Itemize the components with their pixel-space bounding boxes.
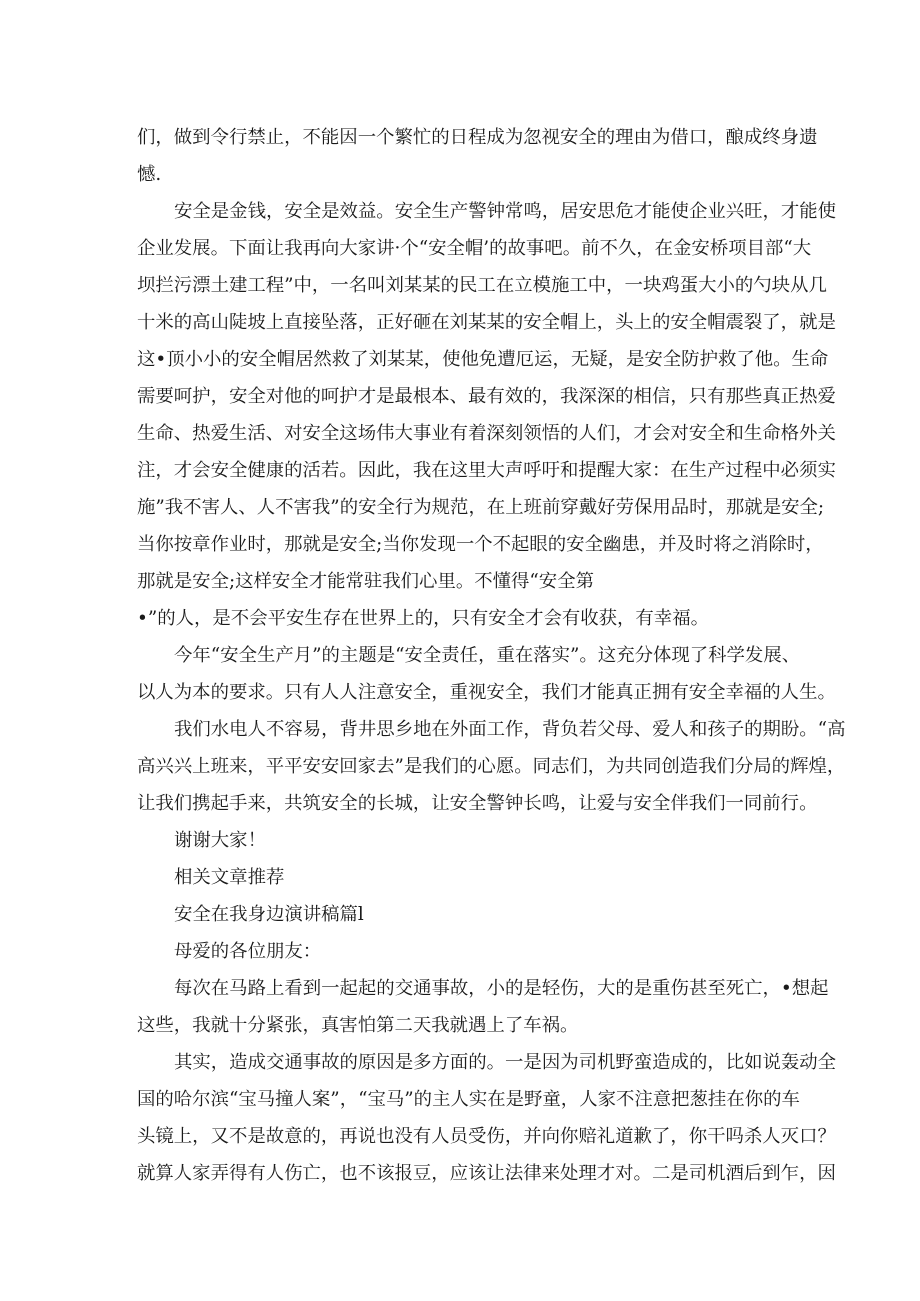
text-line: 其实，造成交通事故的原因是多方面的。一是因为司机野蛮造成的，比如说轰动全 bbox=[174, 1052, 837, 1073]
text-line: 当你按章作业时，那就是安全;当你发现一个不起眼的安全幽患，并及时将之消除时， bbox=[137, 534, 824, 555]
text-line: •”的人，是不会平安生存在世界上的，只有安全才会有收获，有幸福。 bbox=[137, 608, 709, 629]
text-line: 坝拦污漂土建工程”中，一名叫刘某某的民工在立模施工中，一块鸡蛋大小的勺块从几 bbox=[137, 275, 827, 296]
paragraph bbox=[137, 822, 782, 859]
text-line: 高兴兴上班来，平平安安回家去”是我们的心愿。同志们，为共同创造我们分局的辉煌， bbox=[137, 756, 846, 777]
paragraph bbox=[137, 637, 836, 711]
text-line: 这些，我就十分紧张，真害怕第二天我就遇上了车祸。 bbox=[137, 1015, 579, 1036]
text-line: 们，做到令行禁止，不能因一个繁忙的日程成为忽视安全的理由为借口，酿成终身遗 bbox=[137, 127, 818, 148]
text-line: 施”我不害人、人不害我”的安全行为规范，在上班前穿戴好劳保用品时，那就是安全; bbox=[137, 497, 825, 518]
text-line: 安全是金钱，安全是效益。安全生产警钟常鸣，居安思危才能使企业兴旺，才能使 bbox=[174, 201, 837, 222]
text-line: 母爱的各位朋友： bbox=[174, 941, 322, 962]
text-line: 生命、热爱生活、对安全这场伟大事业有着深刻领悟的人们，才会对安全和生命格外关 bbox=[137, 423, 836, 444]
text-line: 企业发展。下面让我再向大家讲·个“安全帽’的故事吧。前不久，在金安桥项目部“大 bbox=[137, 238, 812, 259]
text-line: 今年“安全生产月”的主题是“安全责任，重在落实”。这充分体现了科学发展、 bbox=[174, 645, 801, 666]
paragraph bbox=[137, 1044, 837, 1192]
text-line: 憾. bbox=[137, 164, 162, 185]
text-line: 以人为本的要求。只有人人注意安全，重视安全，我们才能真正拥有安全幸福的人生。 bbox=[137, 682, 836, 703]
text-line: 头镜上，又不是故意的，再说也没有人员受伤，并向你赔礼道歉了，你干吗杀人灭口？ bbox=[137, 1126, 836, 1147]
text-line: 我们水电人不容易，背井思乡地在外面工作，背负若父母、爱人和孩子的期盼。“高 bbox=[174, 719, 846, 740]
document-body bbox=[137, 119, 846, 1192]
text-line: 国的哈尔滨“宝马撞人案”，“宝马”的主人实在是野童，人家不注意把葱挂在你的车 bbox=[137, 1089, 800, 1110]
text-line: 相关文章推荐 bbox=[174, 867, 285, 888]
paragraph bbox=[137, 119, 818, 193]
paragraph bbox=[137, 711, 846, 822]
paragraph bbox=[137, 859, 782, 896]
text-line: 十米的高山陡坡上直接坠落，正好砸在刘某某的安全帽上，头上的安全帽震裂了，就是 bbox=[137, 312, 836, 333]
text-line: 需要呵护，安全对他的呵护才是最根本、最有效的，我深深的相信，只有那些真正热爱 bbox=[137, 386, 836, 407]
text-line: 那就是安全;这样安全才能常驻我们心里。不懂得“安全第 bbox=[137, 571, 594, 592]
text-line: 谢谢大家！ bbox=[174, 830, 266, 851]
text-line: 让我们携起手来，共筑安全的长城，让安全警钟长鸣，让爱与安全伴我们一同前行。 bbox=[137, 793, 818, 814]
paragraph bbox=[137, 933, 782, 970]
text-line: 注，才会安全健康的活若。因此，我在这里大声呼吁和提醒大家：在生产过程中必须实 bbox=[137, 460, 836, 481]
paragraph bbox=[137, 193, 837, 637]
text-line: 这•顶小小的安全帽居然救了刘某某，使他免遭厄运，无疑，是安全防护救了他。生命 bbox=[137, 349, 829, 370]
text-line: 每次在马路上看到一起起的交通事故，小的是轻伤，大的是重伤甚至死亡，•想起 bbox=[174, 978, 829, 999]
text-line: 就算人家弄得有人伤亡，也不该报豆，应该让法律来处理才对。二是司机酒后到乍，因 bbox=[137, 1163, 836, 1184]
text-line: 安全在我身边演讲稿篇l bbox=[174, 904, 364, 925]
paragraph bbox=[137, 896, 782, 933]
paragraph bbox=[137, 970, 829, 1044]
